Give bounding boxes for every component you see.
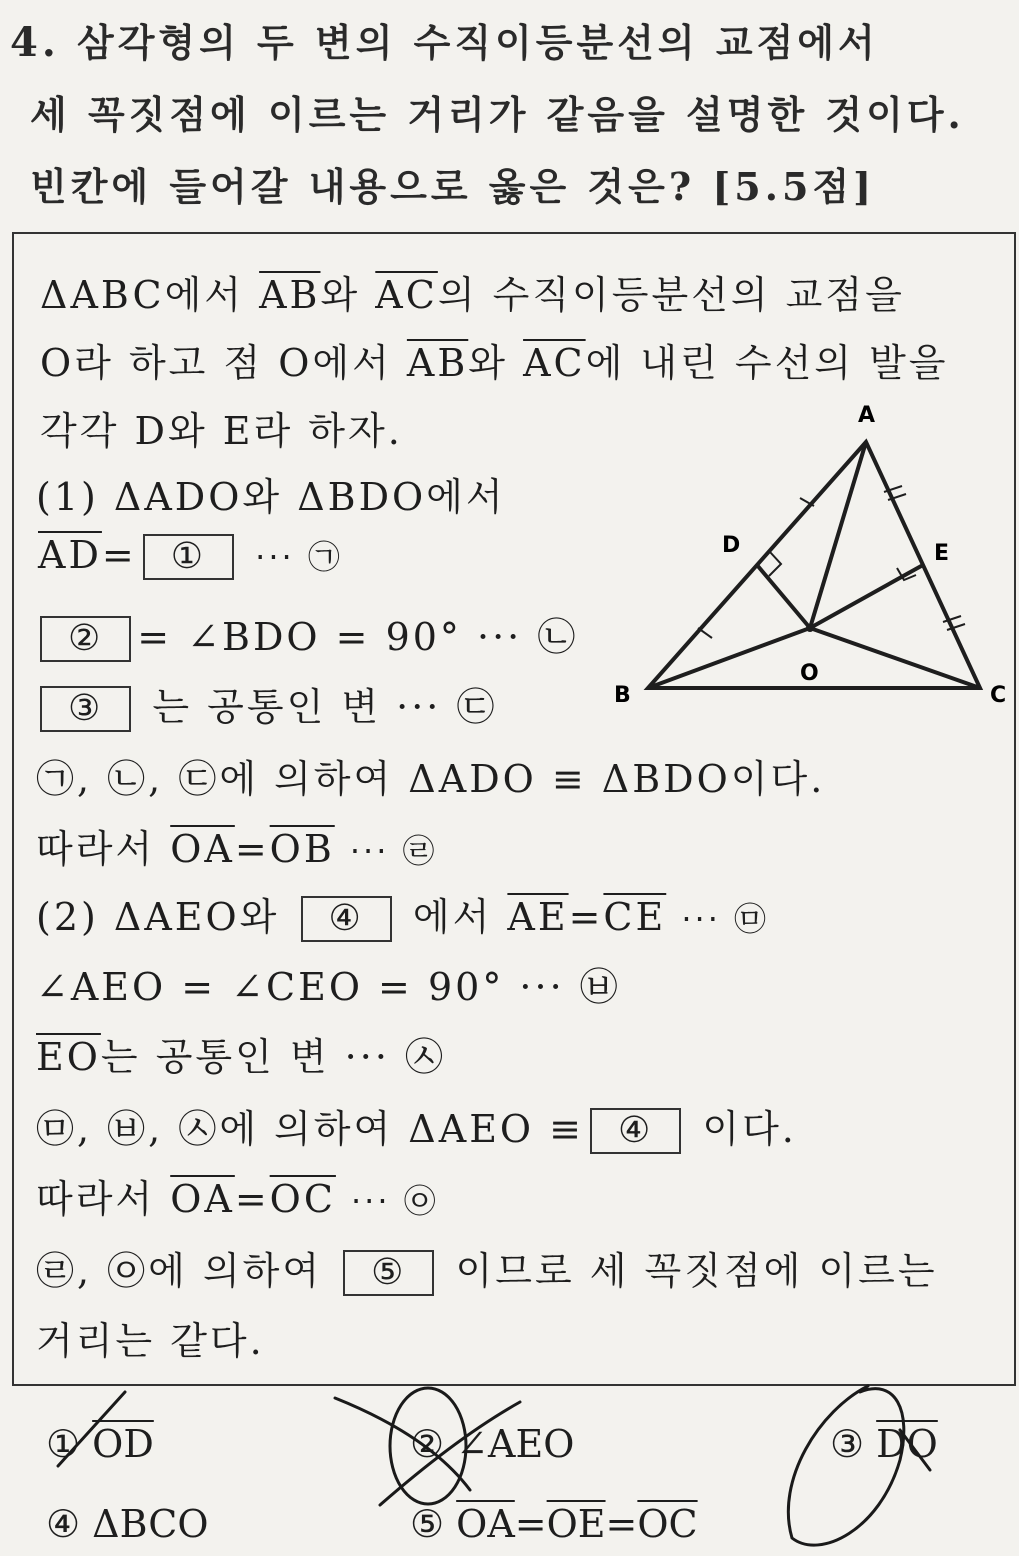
choice-3[interactable]: ③ $\overline{DO}$ <box>830 1422 938 1466</box>
question-line-1 <box>10 12 879 67</box>
question-line-3: 빈칸에 들어갈 내용으로 옳은 것은? [5.5점] <box>30 164 876 209</box>
question-line-2: 세 꼭짓점에 이르는 거리가 같음을 설명한 것이다. <box>30 92 965 137</box>
label-o: O <box>800 661 819 686</box>
tick-bd <box>698 628 712 638</box>
step1-line-ad: $\overline{AD}=$ ① ··· ㉠ <box>38 532 343 580</box>
step1-line-angle: ② = ∠BDO = 90° ··· ㉡ <box>34 606 578 662</box>
step1-congruence: ㉠, ㉡, ㉢에 의하여 ΔADO ≡ ΔBDO이다. <box>36 757 826 801</box>
right-angle-d <box>769 552 781 576</box>
handwriting-marks <box>0 1370 1019 1556</box>
step1-heading: (1) ΔADO와 ΔBDO에서 <box>36 475 506 519</box>
step2-congruence: ㉤, ㉥, ㉦에 의하여 ΔAEO ≡ ④ 이다. <box>36 1098 797 1154</box>
circle-choice-3 <box>788 1386 903 1545</box>
question-number: 4. <box>10 19 60 66</box>
final-line-2: 거리는 같다. <box>36 1319 265 1363</box>
choice-4[interactable]: ④ ΔBCO <box>46 1502 209 1546</box>
point-o <box>806 624 814 632</box>
label-d: D <box>722 533 741 558</box>
blank-3: ③ <box>40 686 131 732</box>
choice-2[interactable]: ② ∠AEO <box>410 1422 575 1466</box>
proof-intro-3: 각각 D와 E라 하자. <box>40 409 403 453</box>
blank-4a: ④ <box>301 896 392 942</box>
blank-2: ② <box>40 616 131 662</box>
label-c: C <box>990 683 1007 708</box>
step2-therefore: 따라서 $\overline{OA}=\overline{OC}$ ··· ㉧ <box>36 1177 439 1221</box>
triangle-abc <box>648 442 980 688</box>
step2-angle: ∠AEO = ∠CEO = 90° ··· ㉥ <box>36 965 621 1009</box>
triangle-figure <box>600 400 1010 720</box>
blank-1: ① <box>143 534 234 580</box>
strike-choice-1 <box>58 1392 125 1466</box>
choice-1[interactable]: ① $\overline{OD}$ <box>46 1422 154 1466</box>
choice-5[interactable]: ⑤ $\overline{OA}=\overline{OE}=\overline{OC}$ <box>410 1502 698 1546</box>
proof-intro-1: ΔABC에서 $\overline{AB}$와 $\overline{AC}$의 수직이등분선의 교점을 <box>40 273 905 317</box>
cross-choice-2-b <box>380 1402 520 1505</box>
label-a: A <box>858 403 876 428</box>
step1-therefore: 따라서 $\overline{OA}=\overline{OB}$ ··· ㉣ <box>36 827 438 871</box>
label-e: E <box>934 541 950 566</box>
step2-heading: (2) ΔAEO와 ④ 에서 $\overline{AE}=\overline{CE}$ ··· ㉤ <box>36 886 769 942</box>
question-text: 삼각형의 두 변의 수직이등분선의 교점에서 <box>77 20 879 65</box>
final-line: ㉣, ㉧에 의하여 ⑤ 이므로 세 꼭짓점에 이르는 <box>36 1240 938 1296</box>
cross-choice-2-a <box>335 1398 470 1490</box>
strike-choice-3 <box>900 1430 930 1470</box>
step1-line-common: ③ 는 공통인 변 ··· ㉢ <box>34 676 497 732</box>
blank-4b: ④ <box>590 1108 681 1154</box>
label-b: B <box>614 683 631 708</box>
proof-intro-2: O라 하고 점 O에서 $\overline{AB}$와 $\overline{AC}$에 내린 수선의 발을 <box>40 341 949 385</box>
segment-od <box>757 565 810 628</box>
blank-5: ⑤ <box>343 1250 434 1296</box>
step2-common: $\overline{EO}$는 공통인 변 ··· ㉦ <box>36 1035 447 1079</box>
